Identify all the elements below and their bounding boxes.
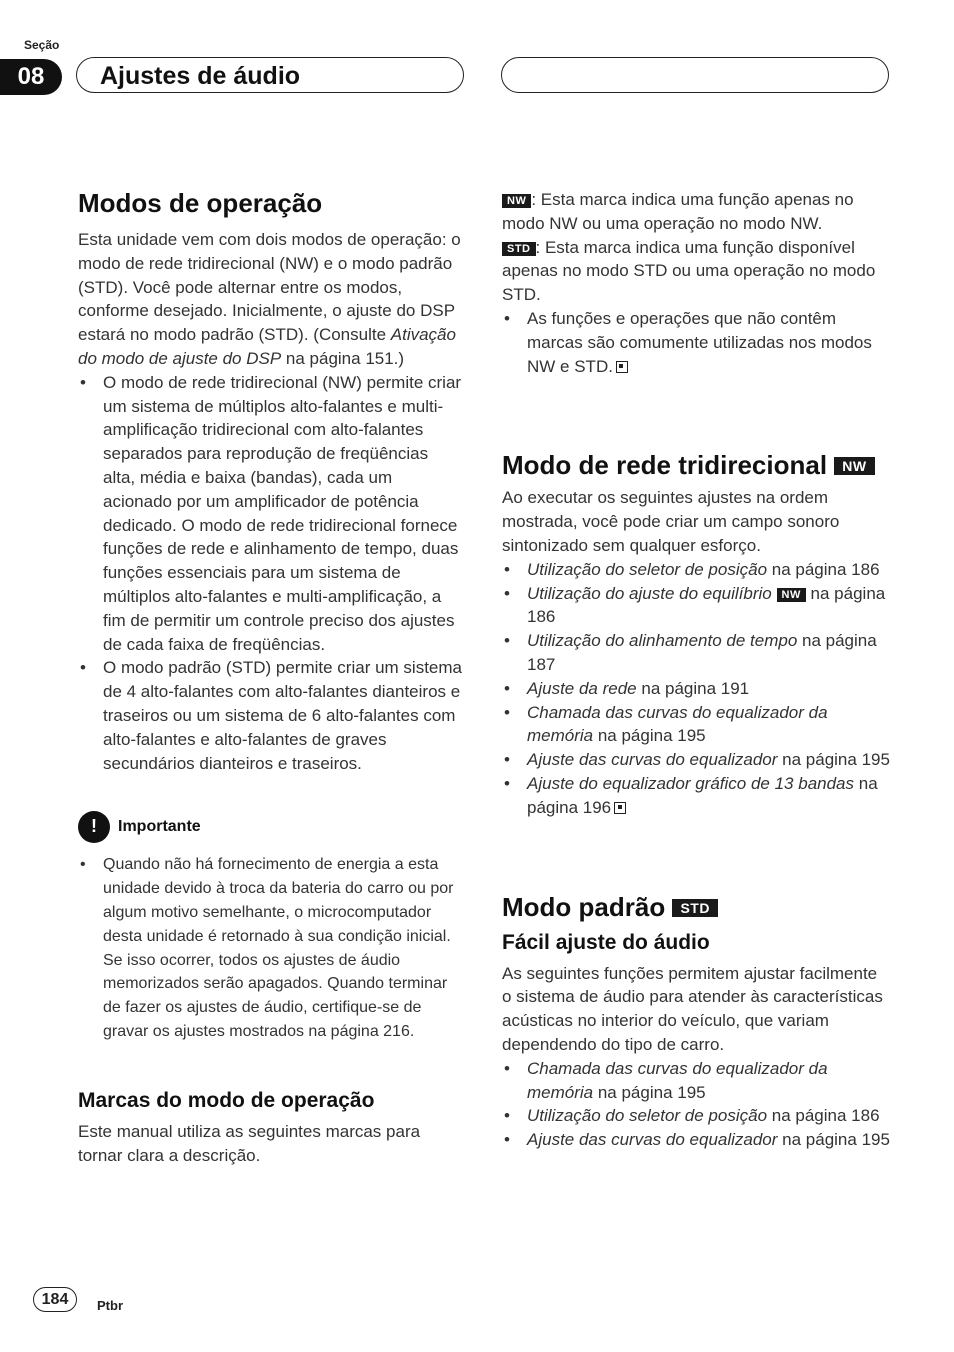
page-ref: na página 196 bbox=[527, 773, 878, 817]
page-ref: na página 186 bbox=[527, 583, 886, 627]
language-code: Ptbr bbox=[97, 1298, 123, 1313]
page-number: 184 bbox=[33, 1287, 77, 1312]
page-ref: na página 195 bbox=[777, 750, 890, 770]
nw-desc-text: : Esta marca indica uma função apenas no modo NW ou uma operação no modo NW. bbox=[502, 190, 854, 233]
link-title: Utilização do seletor de posição bbox=[527, 1106, 768, 1126]
facil-list bbox=[502, 1057, 890, 1152]
right-column bbox=[502, 188, 890, 1152]
common-marks-list bbox=[502, 307, 890, 378]
page-title: Ajustes de áudio bbox=[100, 62, 301, 90]
page-ref: na página 191 bbox=[636, 678, 750, 698]
heading-modo-rede bbox=[502, 450, 890, 480]
nw-tag: NW bbox=[834, 457, 874, 475]
modes-list bbox=[78, 371, 464, 776]
important-title: Importante bbox=[118, 818, 201, 836]
link-title: Utilização do seletor de posição bbox=[527, 559, 768, 579]
important-header bbox=[78, 811, 464, 843]
std-tag: STD bbox=[672, 899, 718, 917]
heading-text: Modo de rede tridirecional bbox=[502, 450, 828, 481]
link-title: Ajuste das curvas do equalizador bbox=[527, 1130, 778, 1150]
heading-modo-padrao bbox=[502, 892, 890, 922]
list-item bbox=[502, 1128, 890, 1152]
list-item bbox=[502, 748, 890, 772]
page-ref: na página 186 bbox=[767, 559, 880, 579]
page-ref: na página 195 bbox=[593, 726, 706, 746]
list-item bbox=[502, 701, 890, 749]
nw-mark-description bbox=[502, 188, 890, 236]
rede-list bbox=[502, 558, 890, 820]
page-ref: na página 195 bbox=[777, 1130, 890, 1150]
page-ref: na página 195 bbox=[593, 1082, 706, 1102]
link-title: Ajuste da rede bbox=[527, 678, 637, 698]
nw-tag: NW bbox=[502, 194, 531, 208]
list-item: • O modo de rede tridirecional (NW) permite criar um sistema de múltiplos alto-falantes e multi-amplificação tridirecional com alto-falantes separados para reprodução de freqüências alta, média e baixa (bandas), cada um acionado por um amplificador de potência dedicado. O modo de rede tridirecional fornece funções de rede e alinhamento de tempo, duas funções essenciais para um sistema de múltiplos alto-falantes e multi-amplificação, a fim de permitir um controle preciso dos ajustes de cada faixa de freqüências. bbox=[78, 371, 464, 657]
intro-text: Esta unidade vem com dois modos de operação: o modo de rede tridirecional (NW) e o modo padrão (STD). Você pode alternar entre os modos, conforme desejado. Inicialmente, o ajuste do DSP estará no modo padrão (STD). (Consulte bbox=[78, 230, 461, 345]
link-title: Utilização do alinhamento de tempo bbox=[527, 631, 798, 651]
link-title: Ajuste das curvas do equalizador bbox=[527, 750, 778, 770]
list-item: • O modo padrão (STD) permite criar um sistema de 4 alto-falantes com alto-falantes dianteiros e traseiros ou um sistema de 6 alto-falantes com alto-falantes e alto-falantes de graves secundários dianteiros e traseiros. bbox=[78, 656, 464, 775]
std-desc-text: : Esta marca indica uma função disponível apenas no modo STD ou uma operação no modo STD. bbox=[502, 237, 876, 305]
std-mark-description bbox=[502, 236, 890, 307]
page-ref: na página 186 bbox=[767, 1106, 880, 1126]
facil-intro: As seguintes funções permitem ajustar facilmente o sistema de áudio para atender às características acústicas no interior do veículo, que variam dependendo do tipo de carro. bbox=[502, 963, 883, 1054]
list-item bbox=[502, 558, 890, 582]
end-mark-icon bbox=[614, 802, 626, 814]
link-title: Chamada das curvas do equalizador da memória bbox=[527, 1058, 828, 1102]
link-title: Utilização do ajuste do equilíbrio bbox=[527, 583, 772, 603]
list-item bbox=[502, 677, 890, 701]
end-mark-icon bbox=[616, 361, 628, 373]
marcas-paragraph: Este manual utiliza as seguintes marcas para tornar clara a descrição. bbox=[78, 1121, 421, 1165]
list-item: • Quando não há fornecimento de energia a esta unidade devido à troca da bateria do carro ou por algum motivo semelhante, o microcomputador desta unidade é retornado à sua condição inicial. Se isso ocorrer, todos os ajustes de áudio memorizados serão apagados. Quando terminar de fazer os ajustes de áudio, certifique-se de gravar os ajustes mostrados na página 216. bbox=[78, 853, 464, 1043]
exclamation-icon: ! bbox=[78, 811, 110, 843]
rede-intro: Ao executar os seguintes ajustes na ordem mostrada, você pode criar um campo sonoro sintonizado sem qualquer esforço. bbox=[502, 488, 840, 555]
intro-reference: Ativação do modo de ajuste do DSP bbox=[78, 325, 456, 368]
section-number-badge: 08 bbox=[0, 59, 62, 95]
list-item bbox=[502, 1104, 890, 1128]
list-item bbox=[502, 772, 890, 820]
intro-paragraph bbox=[78, 228, 464, 371]
heading-marcas: Marcas do modo de operação bbox=[78, 1088, 375, 1112]
list-item bbox=[502, 307, 890, 378]
link-title: Ajuste do equalizador gráfico de 13 bandas bbox=[527, 773, 855, 793]
list-item bbox=[502, 582, 890, 630]
heading-facil-ajuste: Fácil ajuste do áudio bbox=[502, 930, 710, 954]
section-label: Seção bbox=[24, 38, 60, 52]
list-item bbox=[502, 1057, 890, 1105]
link-title: Chamada das curvas do equalizador da memória bbox=[527, 702, 828, 746]
list-item bbox=[502, 629, 890, 677]
heading-text: Modo padrão bbox=[502, 891, 666, 922]
common-bullet-text: As funções e operações que não contêm marcas são comumente utilizadas nos modos NW e STD. bbox=[527, 308, 872, 376]
important-list bbox=[78, 853, 464, 1043]
header-empty-frame bbox=[501, 57, 889, 93]
left-column bbox=[78, 188, 464, 1167]
intro-page-ref: na página 151.) bbox=[281, 348, 405, 368]
heading-modos-de-operacao: Modos de operação bbox=[78, 188, 323, 218]
nw-tag: NW bbox=[777, 588, 806, 602]
page-ref: na página 187 bbox=[527, 631, 877, 674]
std-tag: STD bbox=[502, 242, 536, 256]
